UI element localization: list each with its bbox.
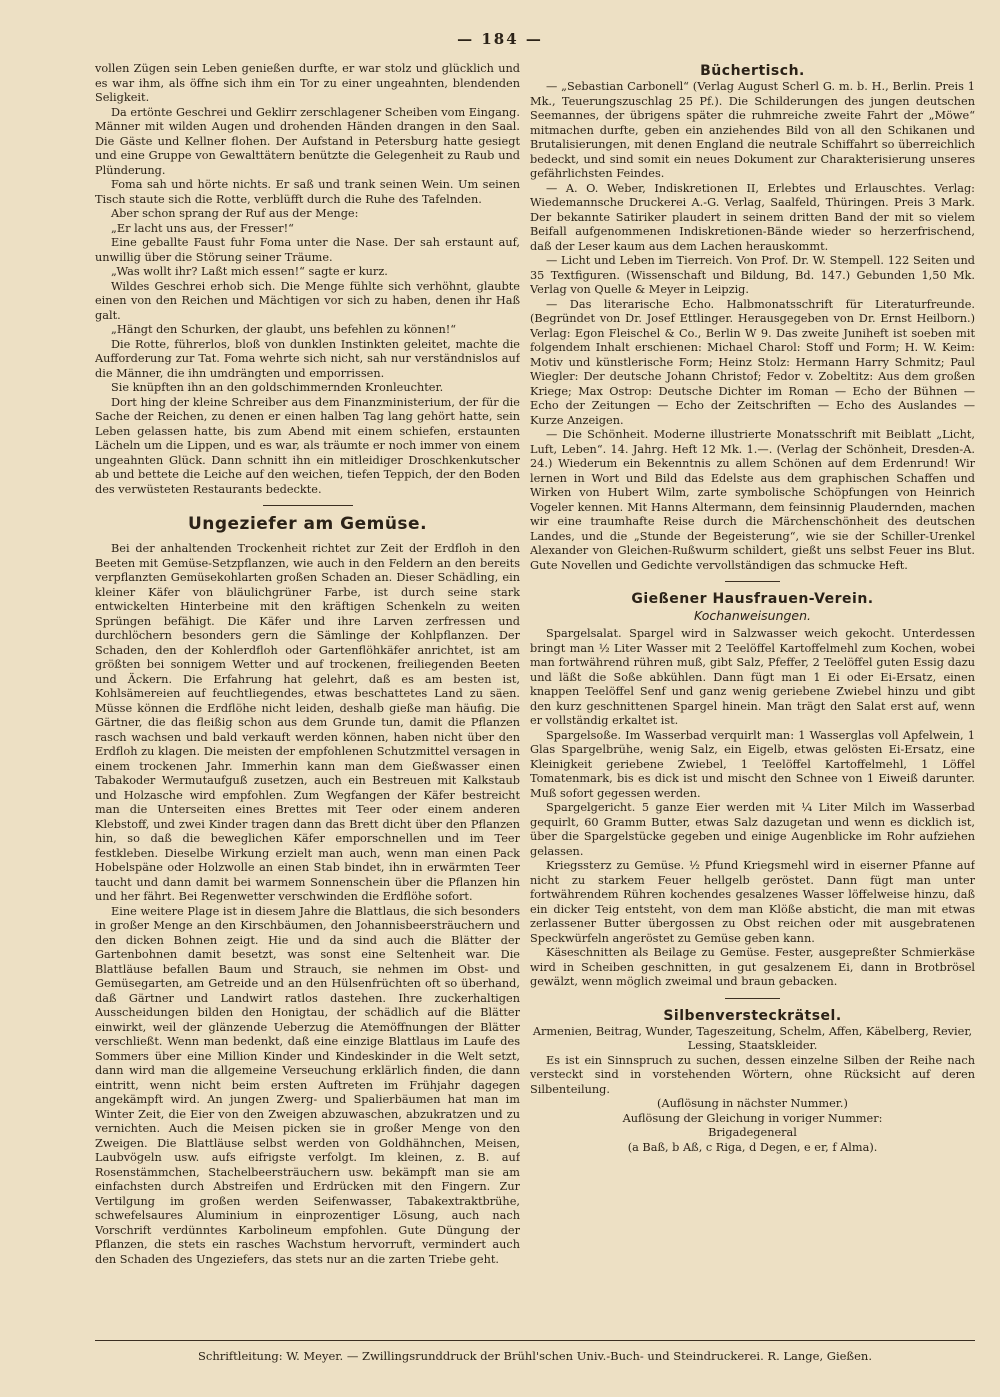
recipe: Käseschnitten als Beilage zu Gemüse. Fester, ausgepreßter Schmierkäse wird in Scheiben geschnitten, in gut gesalzenem Ei, dann in Brotbrösel gewälzt, wenn möglich zweimal und braun gebacken. bbox=[530, 946, 975, 988]
story-paragraph: vollen Zügen sein Leben genießen durfte, er war stolz und glücklich und es war ihm, als öffne sich ihm ein Tor zu einer ungeahnten, blendenden Seligkeit. bbox=[95, 62, 520, 104]
club-title: Gießener Hausfrauen-Verein. bbox=[631, 591, 874, 607]
story-paragraph: Eine geballte Faust fuhr Foma unter die Nase. Der sah erstaunt auf, unwillig über die Störung seiner Träume. bbox=[95, 236, 520, 264]
article-paragraph: Eine weitere Plage ist in diesem Jahre die Blattlaus, die sich besonders in großer Menge an den Kirschbäumen, den Johannisbeersträuchern und den dicken Bohnen zeigt. Hie und da sind auch die Blätter der Gartenbohnen damit besetzt, was sonst eine Seltenheit war. Die Blattläuse befallen Baum und Strauch, sie nehmen im Obst- und Gemüsegarten, am Getreide und an den Hülsenfrüchten oft so überhand, daß Gärtner und Landwirt ratlos dastehen. Ihre zuckerhaltigen Ausscheidungen bilden den Honigtau, der schädlich auf die Blätter einwirkt, weil der glänzende Ueberzug die Atemöffnungen der Blätter verschließt. Wenn man bedenkt, daß eine einzige Blattlaus im Laufe des Sommers über eine Million Kinder und Kindeskinder in die Welt setzt, dann wird man die allgemeine Verseuchung erklärlich finden, die dann eintritt, wenn nicht beim ersten Auftreten im Frühjahr dagegen angekämpft wird. An jungen Zwerg- und Spalierbäumen hat man im Winter Zeit, die Eier von den Zweigen abzuwaschen, abzukratzen und zu vernichten. Auch die Meisen picken sie in großer Menge von den Zweigen. Die Blattläuse selbst werden von Goldhähnchen, Meisen, Laubvögeln usw. aufs eifrigste verfolgt. Im kleinen, z. B. auf Rosenstämmchen, Stachelbeersträuchern usw. bekämpft man sie am einfachsten durch Abstreifen und Erdrücken mit den Fingern. Zur Vertilgung im großen werden Seifenwasser, Tabakextraktbrühe, schwefelsaures Aluminium in einprozentiger Lösung, auch nach Vorschrift verdünntes Karbolineum empfohlen. Gute Düngung der Pflanzen, die stets ein rasches Wachstum hervorruft, vermindert auch den Schaden des Ungeziefers, das stets nur an die zarten Triebe geht. bbox=[95, 904, 520, 1266]
recipe: Spargelsoße. Im Wasserbad verquirlt man: 1 Wasserglas voll Apfelwein, 1 Glas Spargelbrühe, wenig Salz, ein Eigelb, etwas gelösten Ei-Ersatz, eine Kleinigkeit geriebene Zwiebel, 1 Teelöffel Kartoffelmehl, 1 Löffel Tomatenmark, bis es dick ist und mischt den Schnee von 1 Eiweiß darunter. Muß sofort gegessen werden. bbox=[530, 728, 975, 800]
right-column bbox=[530, 62, 975, 1332]
story-paragraph: Die Rotte, führerlos, bloß von dunklen Instinkten geleitet, machte die Aufforderung zur Tat. Foma wehrte sich nicht, sah nur verständnislos auf die Männer, die ihn umdrängten und emporrissen. bbox=[95, 337, 520, 380]
story-paragraph: Foma sah und hörte nichts. Er saß und trank seinen Wein. Um seinen Tisch staute sich die Rotte, verblüfft durch die Ruhe des Tafelnden. bbox=[95, 178, 520, 206]
book-review: — Licht und Leben im Tierreich. Von Prof. Dr. W. Stempell. 122 Seiten und 35 Textfiguren. (Wissenschaft und Bildung, Bd. 147.) Gebunden 1,50 Mk. Verlag von Quelle & Meyer in Leipzig. bbox=[530, 254, 975, 296]
imprint-footer: Schriftleitung: W. Meyer. — Zwillingsrunddruck der Brühl'schen Univ.-Buch- und Steindruckerei. R. Lange, Gießen. bbox=[95, 1340, 975, 1363]
story-paragraph: „Hängt den Schurken, der glaubt, uns befehlen zu können!“ bbox=[111, 323, 457, 336]
book-review: — Die Schönheit. Moderne illustrierte Monatsschrift mit Beiblatt „Licht, Luft, Leben“. 14. Jahrg. Heft 12 Mk. 1.—. (Verlag der Schönheit, Dresden-A. 24.) Wiederum ein Bekenntnis zu allem Schönen auf dem Erdenrund! Wir lernen in Wort und Bild das Edelste aus dem graphischen Schaffen und Wirken von Hubert Wilm, zarte symbolische Schöpfungen von Heinrich Vogeler kennen. Mit Hanns Altermann, dem feinsinnig Plaudernden, machen wir eine traumhafte Reise durch die Märchenschönheit des deutschen Landes, und die „Stunde der Begeisterung“, wie sie der Schiller-Urenkel Alexander von Gleichen-Rußwurm schildert, gießt uns selbst Feuer ins Blut. Gute Novellen und Gedichte vervollständigen das schmucke Heft. bbox=[530, 428, 975, 572]
article-paragraph: Bei der anhaltenden Trockenheit richtet zur Zeit der Erdfloh in den Beeten mit Gemüse-Setzpflanzen, wie auch in den Feldern an den bereits verpflanzten Gemüsekohlarten großen Schaden an. Dieser Schädling, ein kleiner Käfer von bläulichgrüner Farbe, ist durch seine stark entwickelten Hinterbeine mit den kräftigen Schenkeln zu weiten Sprüngen befähigt. Die Käfer und ihre Larven zerfressen und durchlöchern besonders gern die Sämlinge der Kohlpflanzen. Der Schaden, den der Kohlerdfloh oder Gartenflöhkäfer anrichtet, ist am größten bei sonnigem Wetter und auf trockenen, freiliegenden Beeten und Äckern. Die Erfahrung hat gelehrt, daß es am besten ist, Kohlsämereien auf feuchtliegendes, etwas beschattetes Land zu säen. Müsse können die Erdflöhe nicht leiden, deshalb gieße man häufig. Die Gärtner, die das fleißig schon aus dem Grunde tun, damit die Pflanzen rasch wachsen und bald verkauft werden können, haben nicht über den Erdfloh zu klagen. Die meisten der empfohlenen Schutzmittel versagen in einem trockenen Jahr. Immerhin kann man dem Gießwasser einen Tabakoder Wermutaufguß zusetzen, auch ein Bestreuen mit Kalkstaub und Holzasche wird empfohlen. Zum Wegfangen der Käfer bestreicht man die Unterseiten eines Brettes mit Teer oder einem anderen Klebstoff, und zwei Kinder tragen dann das Brett dicht über den Pflanzen hin, so daß die beweglichen Käfer emporschnellen und im Teer festkleben. Dieselbe Wirkung erzielt man auch, wenn man einen Pack Hobelspäne oder Holzwolle an einen Stab bindet, ihn in erwärmten Teer taucht und dann damit bei warmem Sonnenschein über die Pflanzen hin und her fährt. Bei Regenwetter verschwinden die Erdflöhe sofort. bbox=[95, 542, 520, 903]
recipe: Spargelgericht. 5 ganze Eier werden mit ¼ Liter Milch im Wasserbad gequirlt, 60 Gramm Butter, etwas Salz dazugetan und wenn es dicklich ist, über die Spargelstücke gegeben und einige Augenblicke im Rohr aufziehen gelassen. bbox=[530, 801, 975, 858]
page-number: — 184 — bbox=[457, 30, 543, 48]
puzzle-text: Es ist ein Sinnspruch zu suchen, dessen einzelne Silben der Reihe nach versteckt sind in vorstehenden Wörtern, ohne Rücksicht auf deren Silbenteilung. bbox=[530, 1053, 975, 1096]
puzzle-title: Silbenversteckrätsel. bbox=[663, 1007, 842, 1024]
section-divider bbox=[725, 998, 780, 999]
book-review: — A. O. Weber, Indiskretionen II, Erlebtes und Erlauschtes. Verlag: Wiedemannsche Druckerei A.-G. Verlag, Saalfeld, Thüringen. Preis 3 Mark. Der bekannte Satiriker plaudert in seinem dritten Band der mit so vielem Beifall aufgenommenen Indiskretionen-Bände wieder so herzerfrischend, daß der Leser kaum aus dem Lachen herauskommt. bbox=[530, 181, 975, 253]
solution-detail: (a Baß, b Aß, c Riga, d Degen, e er, f Alma). bbox=[627, 1140, 878, 1154]
recipe: Spargelsalat. Spargel wird in Salzwasser weich gekocht. Unterdessen bringt man ½ Liter Wasser mit 2 Teelöffel Kartoffelmehl zum Kochen, wobei man fortwährend rühren muß, gibt Salz, Pfeffer, 2 Teelöffel guten Essig dazu und läßt die Soße abkühlen. Dann fügt man 1 Ei oder Ei-Ersatz, einen knappen Teelöffel Senf und ganz wenig geriebene Zwiebel hinzu und gibt den kurz geschnittenen Spargel hinein. Man trägt den Salat erst auf, wenn er vollständig erkaltet ist. bbox=[530, 627, 975, 727]
left-column bbox=[95, 62, 520, 1332]
story-paragraph: Da ertönte Geschrei und Geklirr zerschlagener Scheiben vom Eingang. Männer mit wilden Augen und drohenden Händen drangen in den Saal. Die Gäste und Kellner flohen. Der Aufstand in Petersburg hatte gesiegt und eine Gruppe von Gewalttätern benützte die Gelegenheit zu Raub und Plünderung. bbox=[95, 105, 520, 177]
article-title: Ungeziefer am Gemüse. bbox=[187, 514, 428, 534]
story-paragraph: Wildes Geschrei erhob sich. Die Menge fühlte sich verhöhnt, glaubte einen von den Reichen und Mächtigen vor sich zu haben, denen ihr Haß galt. bbox=[95, 279, 520, 322]
section-divider bbox=[263, 505, 353, 506]
books-section-title: Büchertisch. bbox=[700, 63, 805, 79]
book-review: — Das literarische Echo. Halbmonatsschrift für Literaturfreunde. (Begründet von Dr. Josef Ettlinger. Herausgegeben von Dr. Ernst Heilborn.) Verlag: Egon Fleischel & Co., Berlin W 9. Das zweite Juniheft ist soeben mit folgendem Inhalt erschienen: Michael Charol: Stoff und Form; H. W. Keim: Motiv und künstlerische Form; Heinz Stolz: Hermann Harry Schmitz; Paul Wiegler: Der deutsche Johann Christof; Fedor v. Zobeltitz: Aus dem großen Kriege; Max Ostrop: Deutsche Dichter im Roman — Echo der Bühnen — Echo der Zeitungen — Echo der Zeitschriften — Echo des Auslandes — Kurze Anzeigen. bbox=[530, 297, 975, 427]
story-paragraph: Sie knüpften ihn an den goldschimmernden Kronleuchter. bbox=[111, 381, 444, 394]
story-paragraph: Aber schon sprang der Ruf aus der Menge: bbox=[111, 207, 359, 220]
solution-word: Brigadegeneral bbox=[708, 1126, 797, 1139]
recipe: Kriegssterz zu Gemüse. ½ Pfund Kriegsmehl wird in eiserner Pfanne auf nicht zu starkem Feuer hellgelb geröstet. Dann fügt man unter fortwährendem Rühren kochendes gesalzenes Wasser löffelweise hinzu, daß ein dicker Teig entsteht, von dem man Klöße absticht, die man mit etwas zerlassener Butter übergossen zu Obst reichen oder mit ausgebratenen Speckwürfeln angeröstet zu Gemüse geben kann. bbox=[530, 859, 975, 945]
puzzle-note: (Auflösung in nächster Nummer.) bbox=[657, 1097, 848, 1110]
story-paragraph: Dort hing der kleine Schreiber aus dem Finanzministerium, der für die Sache der Reichen, zu denen er einen halben Tag lang gehört hatte, sein Leben gelassen hatte, bis zum Abend mit einem schiefen, erstaunten Lächeln um die Lippen, und es war, als träumte er noch immer von einem ungeahnten Glück. Dann schnitt ihn ein mitleidiger Droschkenkutscher ab und bettete die Leiche auf den weichen, tiefen Teppich, der den Boden des verwüsteten Restaurants bedeckte. bbox=[95, 395, 520, 496]
club-subtitle: Kochanweisungen. bbox=[693, 608, 812, 623]
solution-heading: Auflösung der Gleichung in voriger Nummer: bbox=[622, 1111, 883, 1125]
book-review: — „Sebastian Carbonell“ (Verlag August Scherl G. m. b. H., Berlin. Preis 1 Mk., Teuerungszuschlag 25 Pf.). Die Schilderungen des jungen deutschen Seemannes, der übrigens später die ruhmreiche zweite Fahrt der „Möwe“ mitmachen durfte, geben ein anziehendes Bild von all den Schikanen und Brutalisierungen, mit denen England die neutrale Schiffahrt so überreichlich bedeckt, und sind somit ein neues Dokument zur Charakterisierung unseres gefährlichsten Feindes. bbox=[530, 80, 975, 180]
section-divider bbox=[725, 581, 780, 582]
story-paragraph: „Was wollt ihr? Laßt mich essen!“ sagte er kurz. bbox=[111, 265, 388, 278]
puzzle-words: Armenien, Beitrag, Wunder, Tageszeitung, Schelm, Affen, Käbelberg, Revier, Lessing, Staatskleider. bbox=[532, 1024, 973, 1052]
story-paragraph: „Er lacht uns aus, der Fresser!“ bbox=[111, 221, 294, 235]
story-continuation bbox=[95, 62, 520, 497]
